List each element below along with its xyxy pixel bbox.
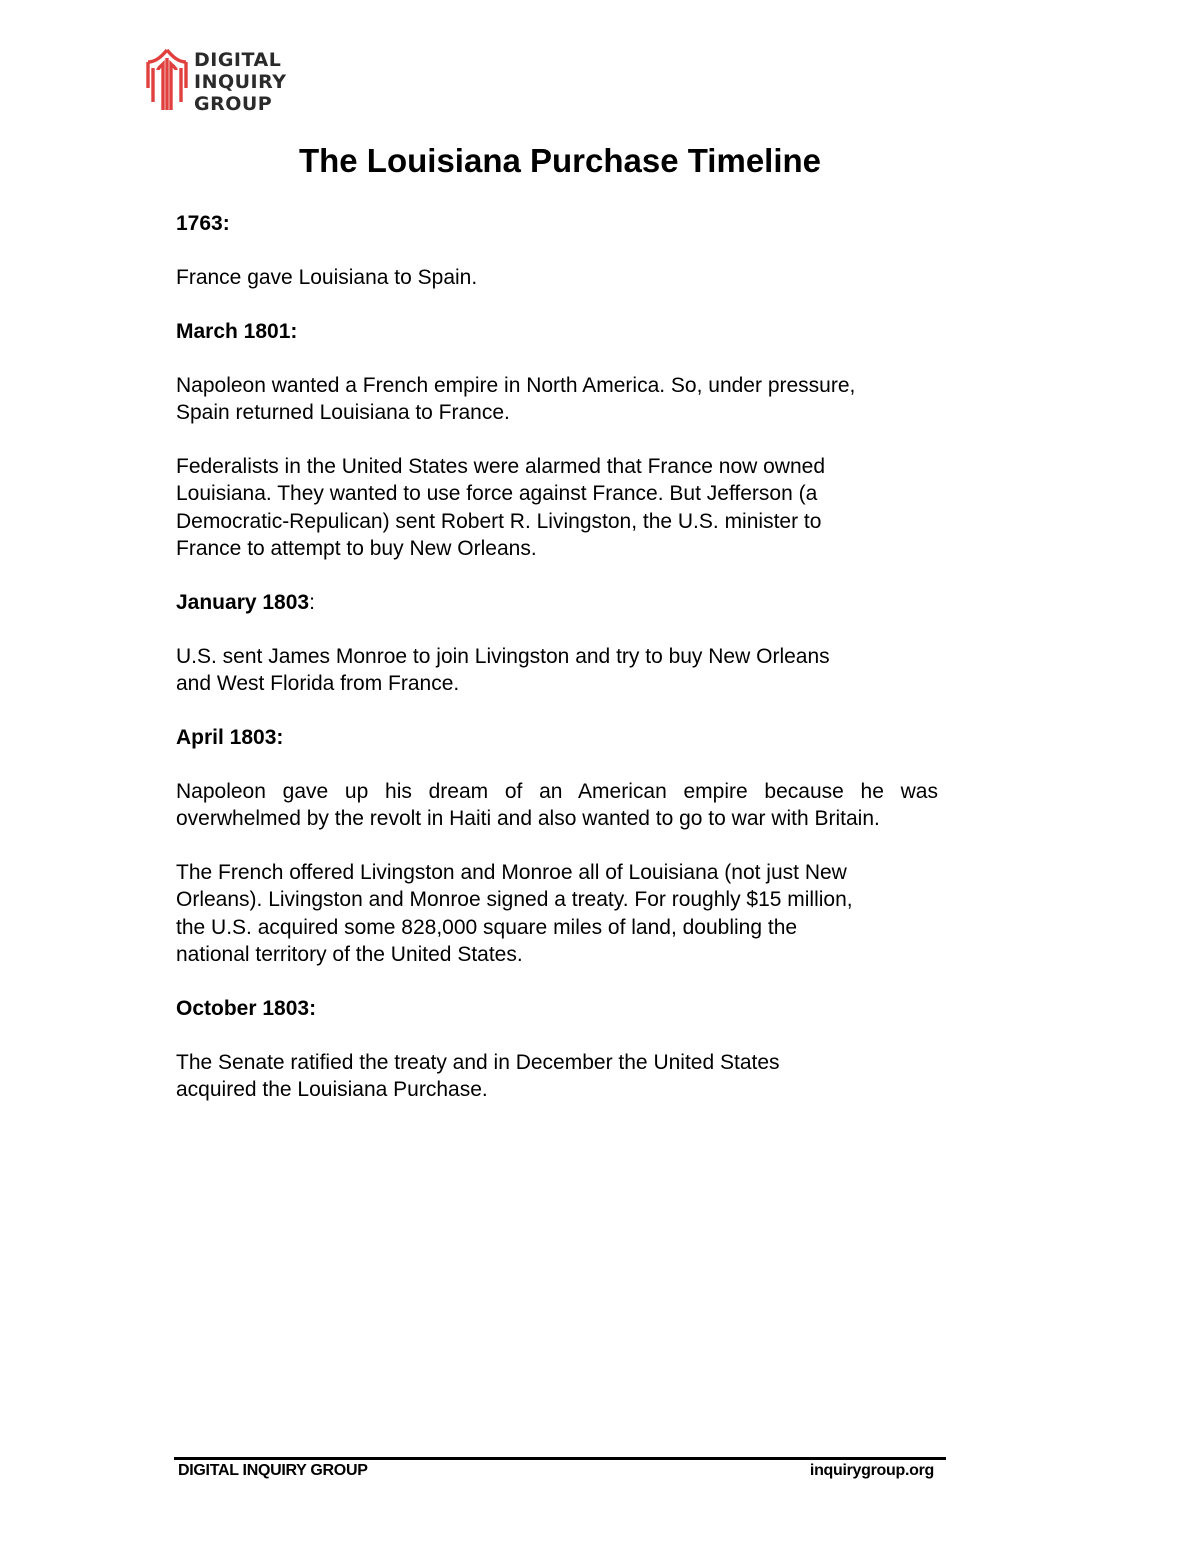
paragraph-line: Democratic-Repulican) sent Robert R. Livingston, the U.S. minister to [176, 509, 822, 533]
paragraph-line: France to attempt to buy New Orleans. [176, 537, 537, 560]
section-heading: October 1803: [176, 996, 317, 1020]
paragraph-line: acquired the Louisiana Purchase. [176, 1078, 488, 1101]
page-title: The Louisiana Purchase Timeline [298, 142, 822, 179]
section-heading-colon: : [309, 590, 315, 614]
logo-text-line: INQUIRY [194, 71, 287, 93]
paragraph-line: and West Florida from France. [176, 672, 460, 695]
section-heading: April 1803: [176, 725, 284, 749]
paragraph-line: U.S. sent James Monroe to join Livingston and try to buy New Orleans [176, 644, 830, 668]
section-heading [176, 589, 946, 617]
paragraph-line: The Senate ratified the treaty and in December the United States [176, 1050, 780, 1074]
timeline-content [176, 210, 946, 1104]
section-paragraph [176, 264, 946, 292]
paragraph-line: Napoleon wanted a French empire in North America. So, under pressure, [176, 373, 856, 397]
footer-divider [174, 1457, 946, 1460]
paragraph-line: Federalists in the United States were alarmed that France now owned [176, 454, 826, 478]
logo-text-line: DIGITAL [194, 49, 282, 71]
section-heading: 1763: [176, 212, 230, 235]
section-paragraph [176, 1049, 946, 1104]
section-paragraph: Napoleon gave up his dream of an American empire because he was overwhelmed by the revolt in Haiti and also wanted to go to war with Britain. [176, 779, 938, 830]
section-paragraph [176, 643, 946, 698]
section-paragraph [176, 453, 946, 563]
digital-inquiry-group-logo-icon [146, 48, 188, 112]
logo-wordmark [194, 49, 286, 115]
paragraph-line: France gave Louisiana to Spain. [176, 266, 478, 289]
paragraph-line: The French offered Livingston and Monroe all of Louisiana (not just New [176, 860, 847, 884]
paragraph-line: Spain returned Louisiana to France. [176, 401, 510, 424]
section-paragraph [176, 372, 946, 427]
section-heading-bold: January 1803 [176, 590, 310, 614]
logo-text-line: GROUP [194, 93, 273, 115]
footer-website-link[interactable]: inquirygroup.org [809, 1462, 934, 1479]
footer-organization: DIGITAL INQUIRY GROUP [178, 1462, 368, 1479]
paragraph-line: Orleans). Livingston and Monroe signed a treaty. For roughly $15 million, [176, 888, 853, 911]
paragraph-line: the U.S. acquired some 828,000 square miles of land, doubling the [176, 915, 798, 939]
paragraph-line: Louisiana. They wanted to use force against France. But Jefferson (a [176, 482, 818, 505]
section-paragraph [176, 859, 946, 969]
section-heading: March 1801: [176, 319, 298, 343]
logo [146, 48, 286, 115]
paragraph-line: national territory of the United States. [176, 943, 523, 966]
